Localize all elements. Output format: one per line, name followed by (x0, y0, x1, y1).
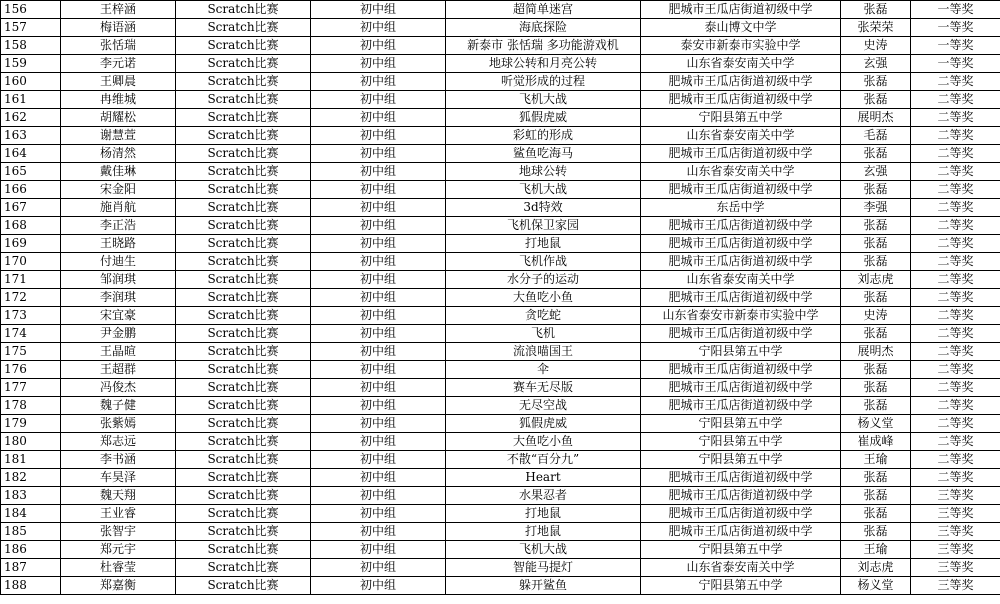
table-row (1, 469, 1000, 487)
student-name-cell: 邹润琪 (61, 271, 176, 289)
table-row (1, 289, 1000, 307)
student-name-cell: 戴佳琳 (61, 163, 176, 181)
row-number-cell: 172 (1, 289, 61, 307)
award-cell: 二等奖 (911, 253, 1000, 271)
group-cell: 初中组 (311, 469, 446, 487)
teacher-cell: 张磊 (841, 181, 911, 199)
student-name-cell: 施肖航 (61, 199, 176, 217)
work-title-cell: 流浪喵国王 (446, 343, 641, 361)
teacher-cell: 张磊 (841, 289, 911, 307)
group-cell: 初中组 (311, 271, 446, 289)
student-name-cell: 王卿晨 (61, 73, 176, 91)
teacher-cell: 杨义堂 (841, 415, 911, 433)
school-cell: 肥城市王瓜店街道初级中学 (641, 145, 841, 163)
table-row (1, 235, 1000, 253)
competition-cell: Scratch比赛 (176, 217, 311, 235)
school-cell: 肥城市王瓜店街道初级中学 (641, 1, 841, 19)
table-row (1, 505, 1000, 523)
competition-cell: Scratch比赛 (176, 433, 311, 451)
award-cell: 三等奖 (911, 541, 1000, 559)
table-row (1, 91, 1000, 109)
table-row (1, 325, 1000, 343)
teacher-cell: 王瑜 (841, 541, 911, 559)
row-number-cell: 169 (1, 235, 61, 253)
teacher-cell: 刘志虎 (841, 559, 911, 577)
competition-cell: Scratch比赛 (176, 163, 311, 181)
school-cell: 山东省泰安南关中学 (641, 559, 841, 577)
group-cell: 初中组 (311, 361, 446, 379)
table-row (1, 343, 1000, 361)
table-row (1, 361, 1000, 379)
row-number-cell: 163 (1, 127, 61, 145)
teacher-cell: 张磊 (841, 487, 911, 505)
student-name-cell: 李润琪 (61, 289, 176, 307)
student-name-cell: 魏天翔 (61, 487, 176, 505)
row-number-cell: 168 (1, 217, 61, 235)
table-row (1, 379, 1000, 397)
teacher-cell: 张磊 (841, 325, 911, 343)
table-row (1, 55, 1000, 73)
competition-cell: Scratch比赛 (176, 415, 311, 433)
table-row (1, 253, 1000, 271)
school-cell: 肥城市王瓜店街道初级中学 (641, 523, 841, 541)
award-cell: 二等奖 (911, 307, 1000, 325)
student-name-cell: 杜睿莹 (61, 559, 176, 577)
school-cell: 山东省泰安南关中学 (641, 55, 841, 73)
group-cell: 初中组 (311, 343, 446, 361)
award-cell: 二等奖 (911, 199, 1000, 217)
school-cell: 肥城市王瓜店街道初级中学 (641, 487, 841, 505)
work-title-cell: 地球公转和月亮公转 (446, 55, 641, 73)
table-row (1, 1, 1000, 19)
school-cell: 肥城市王瓜店街道初级中学 (641, 73, 841, 91)
row-number-cell: 173 (1, 307, 61, 325)
row-number-cell: 165 (1, 163, 61, 181)
work-title-cell: 超简单迷宫 (446, 1, 641, 19)
teacher-cell: 张磊 (841, 397, 911, 415)
group-cell: 初中组 (311, 253, 446, 271)
competition-cell: Scratch比赛 (176, 55, 311, 73)
teacher-cell: 崔成峰 (841, 433, 911, 451)
competition-cell: Scratch比赛 (176, 469, 311, 487)
work-title-cell: 飞机 (446, 325, 641, 343)
teacher-cell: 李强 (841, 199, 911, 217)
award-cell: 二等奖 (911, 289, 1000, 307)
teacher-cell: 张磊 (841, 523, 911, 541)
student-name-cell: 李正浩 (61, 217, 176, 235)
school-cell: 肥城市王瓜店街道初级中学 (641, 325, 841, 343)
competition-cell: Scratch比赛 (176, 127, 311, 145)
award-cell: 一等奖 (911, 19, 1000, 37)
work-title-cell: 飞机大战 (446, 91, 641, 109)
school-cell: 肥城市王瓜店街道初级中学 (641, 397, 841, 415)
teacher-cell: 史涛 (841, 307, 911, 325)
award-cell: 二等奖 (911, 325, 1000, 343)
award-cell: 二等奖 (911, 235, 1000, 253)
row-number-cell: 185 (1, 523, 61, 541)
table-row (1, 181, 1000, 199)
student-name-cell: 王超群 (61, 361, 176, 379)
table-row (1, 577, 1000, 595)
school-cell: 肥城市王瓜店街道初级中学 (641, 361, 841, 379)
work-title-cell: 飞机大战 (446, 541, 641, 559)
student-name-cell: 王梓涵 (61, 1, 176, 19)
work-title-cell: 打地鼠 (446, 505, 641, 523)
work-title-cell: 水分子的运动 (446, 271, 641, 289)
group-cell: 初中组 (311, 577, 446, 595)
competition-cell: Scratch比赛 (176, 235, 311, 253)
award-cell: 三等奖 (911, 487, 1000, 505)
student-name-cell: 车昊泽 (61, 469, 176, 487)
competition-cell: Scratch比赛 (176, 19, 311, 37)
group-cell: 初中组 (311, 379, 446, 397)
work-title-cell: 躲开鲨鱼 (446, 577, 641, 595)
competition-cell: Scratch比赛 (176, 199, 311, 217)
competition-cell: Scratch比赛 (176, 397, 311, 415)
school-cell: 宁阳县第五中学 (641, 451, 841, 469)
group-cell: 初中组 (311, 181, 446, 199)
work-title-cell: 贪吃蛇 (446, 307, 641, 325)
competition-cell: Scratch比赛 (176, 289, 311, 307)
award-cell: 二等奖 (911, 415, 1000, 433)
student-name-cell: 王晶暄 (61, 343, 176, 361)
teacher-cell: 刘志虎 (841, 271, 911, 289)
student-name-cell: 冯俊杰 (61, 379, 176, 397)
award-cell: 三等奖 (911, 523, 1000, 541)
row-number-cell: 159 (1, 55, 61, 73)
work-title-cell: 飞机保卫家园 (446, 217, 641, 235)
award-cell: 二等奖 (911, 451, 1000, 469)
teacher-cell: 张磊 (841, 253, 911, 271)
table-row (1, 217, 1000, 235)
competition-cell: Scratch比赛 (176, 253, 311, 271)
school-cell: 泰安市新泰市实验中学 (641, 37, 841, 55)
student-name-cell: 郑志远 (61, 433, 176, 451)
competition-cell: Scratch比赛 (176, 145, 311, 163)
award-cell: 二等奖 (911, 217, 1000, 235)
award-cell: 二等奖 (911, 127, 1000, 145)
work-title-cell: 打地鼠 (446, 523, 641, 541)
competition-cell: Scratch比赛 (176, 361, 311, 379)
teacher-cell: 玄强 (841, 55, 911, 73)
student-name-cell: 梅语涵 (61, 19, 176, 37)
school-cell: 肥城市王瓜店街道初级中学 (641, 91, 841, 109)
award-cell: 二等奖 (911, 361, 1000, 379)
award-cell: 三等奖 (911, 505, 1000, 523)
student-name-cell: 付迪生 (61, 253, 176, 271)
student-name-cell: 宋宜豪 (61, 307, 176, 325)
row-number-cell: 188 (1, 577, 61, 595)
student-name-cell: 尹金鹏 (61, 325, 176, 343)
row-number-cell: 156 (1, 1, 61, 19)
table-row (1, 541, 1000, 559)
competition-cell: Scratch比赛 (176, 181, 311, 199)
work-title-cell: 海底探险 (446, 19, 641, 37)
teacher-cell: 张磊 (841, 73, 911, 91)
teacher-cell: 张磊 (841, 361, 911, 379)
award-cell: 二等奖 (911, 163, 1000, 181)
award-cell: 二等奖 (911, 181, 1000, 199)
teacher-cell: 展明杰 (841, 109, 911, 127)
competition-cell: Scratch比赛 (176, 379, 311, 397)
teacher-cell: 张荣荣 (841, 19, 911, 37)
row-number-cell: 183 (1, 487, 61, 505)
table-row (1, 433, 1000, 451)
work-title-cell: 地球公转 (446, 163, 641, 181)
student-name-cell: 李书涵 (61, 451, 176, 469)
student-name-cell: 张恬瑞 (61, 37, 176, 55)
work-title-cell: 3d特效 (446, 199, 641, 217)
group-cell: 初中组 (311, 235, 446, 253)
work-title-cell: 赛车无尽版 (446, 379, 641, 397)
row-number-cell: 187 (1, 559, 61, 577)
table-body (1, 1, 1000, 595)
competition-cell: Scratch比赛 (176, 325, 311, 343)
work-title-cell: 无尽空战 (446, 397, 641, 415)
competition-cell: Scratch比赛 (176, 487, 311, 505)
group-cell: 初中组 (311, 523, 446, 541)
row-number-cell: 161 (1, 91, 61, 109)
table-row (1, 145, 1000, 163)
row-number-cell: 174 (1, 325, 61, 343)
school-cell: 肥城市王瓜店街道初级中学 (641, 253, 841, 271)
group-cell: 初中组 (311, 451, 446, 469)
award-cell: 一等奖 (911, 37, 1000, 55)
school-cell: 宁阳县第五中学 (641, 415, 841, 433)
school-cell: 肥城市王瓜店街道初级中学 (641, 469, 841, 487)
school-cell: 山东省泰安南关中学 (641, 127, 841, 145)
table-row (1, 73, 1000, 91)
student-name-cell: 张紫嫣 (61, 415, 176, 433)
table-row (1, 109, 1000, 127)
group-cell: 初中组 (311, 487, 446, 505)
group-cell: 初中组 (311, 199, 446, 217)
student-name-cell: 宋金阳 (61, 181, 176, 199)
competition-cell: Scratch比赛 (176, 577, 311, 595)
work-title-cell: 不散“百分九” (446, 451, 641, 469)
work-title-cell: 大鱼吃小鱼 (446, 289, 641, 307)
row-number-cell: 180 (1, 433, 61, 451)
work-title-cell: 飞机作战 (446, 253, 641, 271)
group-cell: 初中组 (311, 325, 446, 343)
school-cell: 肥城市王瓜店街道初级中学 (641, 235, 841, 253)
row-number-cell: 164 (1, 145, 61, 163)
work-title-cell: 大鱼吃小鱼 (446, 433, 641, 451)
row-number-cell: 166 (1, 181, 61, 199)
work-title-cell: 鲨鱼吃海马 (446, 145, 641, 163)
award-cell: 二等奖 (911, 343, 1000, 361)
row-number-cell: 186 (1, 541, 61, 559)
student-name-cell: 郑元宇 (61, 541, 176, 559)
group-cell: 初中组 (311, 289, 446, 307)
table-row (1, 163, 1000, 181)
group-cell: 初中组 (311, 127, 446, 145)
school-cell: 宁阳县第五中学 (641, 109, 841, 127)
group-cell: 初中组 (311, 397, 446, 415)
group-cell: 初中组 (311, 505, 446, 523)
award-cell: 一等奖 (911, 55, 1000, 73)
award-cell: 三等奖 (911, 559, 1000, 577)
teacher-cell: 展明杰 (841, 343, 911, 361)
teacher-cell: 王瑜 (841, 451, 911, 469)
work-title-cell: 彩虹的形成 (446, 127, 641, 145)
competition-cell: Scratch比赛 (176, 343, 311, 361)
school-cell: 肥城市王瓜店街道初级中学 (641, 181, 841, 199)
work-title-cell: 狐假虎威 (446, 415, 641, 433)
group-cell: 初中组 (311, 91, 446, 109)
student-name-cell: 郑嘉衡 (61, 577, 176, 595)
table-row (1, 127, 1000, 145)
row-number-cell: 171 (1, 271, 61, 289)
award-cell: 二等奖 (911, 469, 1000, 487)
student-name-cell: 冉维城 (61, 91, 176, 109)
award-cell: 二等奖 (911, 73, 1000, 91)
school-cell: 山东省泰安南关中学 (641, 271, 841, 289)
competition-cell: Scratch比赛 (176, 109, 311, 127)
award-cell: 二等奖 (911, 433, 1000, 451)
competition-cell: Scratch比赛 (176, 271, 311, 289)
work-title-cell: 伞 (446, 361, 641, 379)
student-name-cell: 王业睿 (61, 505, 176, 523)
school-cell: 肥城市王瓜店街道初级中学 (641, 289, 841, 307)
competition-cell: Scratch比赛 (176, 451, 311, 469)
table-row (1, 19, 1000, 37)
award-cell: 一等奖 (911, 1, 1000, 19)
row-number-cell: 184 (1, 505, 61, 523)
table-row (1, 37, 1000, 55)
school-cell: 肥城市王瓜店街道初级中学 (641, 505, 841, 523)
teacher-cell: 张磊 (841, 91, 911, 109)
teacher-cell: 张磊 (841, 505, 911, 523)
work-title-cell: 狐假虎威 (446, 109, 641, 127)
table-row (1, 307, 1000, 325)
student-name-cell: 魏子健 (61, 397, 176, 415)
award-cell: 二等奖 (911, 379, 1000, 397)
group-cell: 初中组 (311, 559, 446, 577)
work-title-cell: 飞机大战 (446, 181, 641, 199)
competition-cell: Scratch比赛 (176, 91, 311, 109)
student-name-cell: 胡耀松 (61, 109, 176, 127)
school-cell: 山东省泰安南关中学 (641, 163, 841, 181)
row-number-cell: 177 (1, 379, 61, 397)
row-number-cell: 162 (1, 109, 61, 127)
teacher-cell: 张磊 (841, 145, 911, 163)
work-title-cell: 智能马提灯 (446, 559, 641, 577)
row-number-cell: 157 (1, 19, 61, 37)
award-cell: 二等奖 (911, 91, 1000, 109)
row-number-cell: 181 (1, 451, 61, 469)
table-row (1, 397, 1000, 415)
award-cell: 三等奖 (911, 577, 1000, 595)
table-row (1, 271, 1000, 289)
competition-cell: Scratch比赛 (176, 505, 311, 523)
award-cell: 二等奖 (911, 109, 1000, 127)
row-number-cell: 175 (1, 343, 61, 361)
group-cell: 初中组 (311, 415, 446, 433)
table-row (1, 523, 1000, 541)
school-cell: 宁阳县第五中学 (641, 577, 841, 595)
student-name-cell: 谢慧萱 (61, 127, 176, 145)
group-cell: 初中组 (311, 217, 446, 235)
work-title-cell: 新泰市 张恬瑞 多功能游戏机 (446, 37, 641, 55)
group-cell: 初中组 (311, 541, 446, 559)
work-title-cell: 水果忍者 (446, 487, 641, 505)
group-cell: 初中组 (311, 19, 446, 37)
competition-cell: Scratch比赛 (176, 1, 311, 19)
teacher-cell: 毛磊 (841, 127, 911, 145)
row-number-cell: 160 (1, 73, 61, 91)
teacher-cell: 张磊 (841, 1, 911, 19)
competition-cell: Scratch比赛 (176, 541, 311, 559)
row-number-cell: 182 (1, 469, 61, 487)
school-cell: 山东省泰安市新泰市实验中学 (641, 307, 841, 325)
teacher-cell: 张磊 (841, 235, 911, 253)
row-number-cell: 178 (1, 397, 61, 415)
group-cell: 初中组 (311, 433, 446, 451)
award-cell: 二等奖 (911, 397, 1000, 415)
student-name-cell: 张智宇 (61, 523, 176, 541)
row-number-cell: 179 (1, 415, 61, 433)
school-cell: 东岳中学 (641, 199, 841, 217)
teacher-cell: 张磊 (841, 217, 911, 235)
competition-cell: Scratch比赛 (176, 37, 311, 55)
student-name-cell: 杨清然 (61, 145, 176, 163)
competition-cell: Scratch比赛 (176, 559, 311, 577)
group-cell: 初中组 (311, 1, 446, 19)
row-number-cell: 176 (1, 361, 61, 379)
group-cell: 初中组 (311, 307, 446, 325)
work-title-cell: Heart (446, 469, 641, 487)
award-cell: 二等奖 (911, 145, 1000, 163)
group-cell: 初中组 (311, 73, 446, 91)
row-number-cell: 167 (1, 199, 61, 217)
group-cell: 初中组 (311, 145, 446, 163)
group-cell: 初中组 (311, 163, 446, 181)
competition-cell: Scratch比赛 (176, 73, 311, 91)
school-cell: 宁阳县第五中学 (641, 433, 841, 451)
school-cell: 泰山博文中学 (641, 19, 841, 37)
school-cell: 宁阳县第五中学 (641, 343, 841, 361)
teacher-cell: 杨义堂 (841, 577, 911, 595)
school-cell: 肥城市王瓜店街道初级中学 (641, 379, 841, 397)
student-name-cell: 王晓路 (61, 235, 176, 253)
table-row (1, 415, 1000, 433)
competition-cell: Scratch比赛 (176, 307, 311, 325)
table-row (1, 559, 1000, 577)
row-number-cell: 158 (1, 37, 61, 55)
school-cell: 肥城市王瓜店街道初级中学 (641, 217, 841, 235)
competition-cell: Scratch比赛 (176, 523, 311, 541)
work-title-cell: 打地鼠 (446, 235, 641, 253)
table-row (1, 199, 1000, 217)
student-name-cell: 李元诺 (61, 55, 176, 73)
teacher-cell: 张磊 (841, 379, 911, 397)
work-title-cell: 听觉形成的过程 (446, 73, 641, 91)
group-cell: 初中组 (311, 37, 446, 55)
row-number-cell: 170 (1, 253, 61, 271)
teacher-cell: 玄强 (841, 163, 911, 181)
award-cell: 二等奖 (911, 271, 1000, 289)
table-row (1, 487, 1000, 505)
school-cell: 宁阳县第五中学 (641, 541, 841, 559)
table-row (1, 451, 1000, 469)
teacher-cell: 张磊 (841, 469, 911, 487)
teacher-cell: 史涛 (841, 37, 911, 55)
group-cell: 初中组 (311, 109, 446, 127)
group-cell: 初中组 (311, 55, 446, 73)
